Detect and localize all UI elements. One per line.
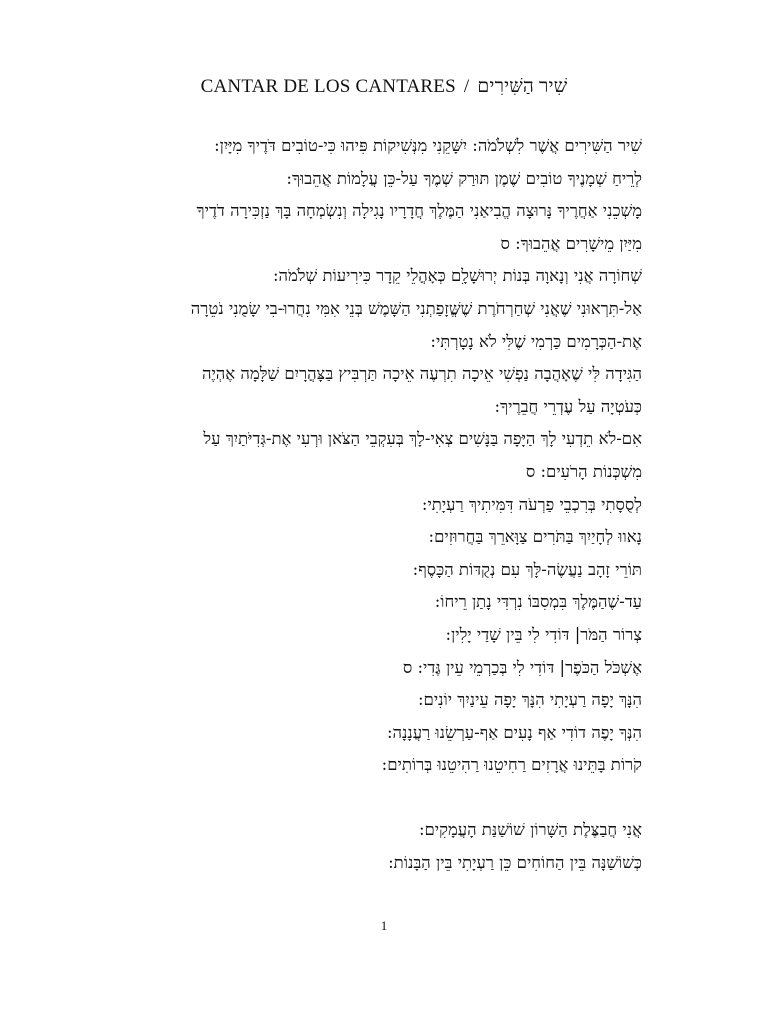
text-line: כְּשׁוֹשַׁנָּה בֵּין הַחוֹחִים כֵּן רַעְיָתִי בֵּין הַבָּנוֹת:: [388, 853, 642, 873]
text-line: שִׁיר הַשִּׁירִים אֲשֶׁר לִשְׁלֹמֹה: יִשָּׁקֵנִי מִנְּשִׁיקוֹת פִּיהוּ כִּי-טוֹבִים דֹּדֶיךָ מִיָּיִן:: [214, 136, 642, 155]
text-line: אֶת-הַכְּרָמִים כַּרְמִי שֶׁלִּי לֹא נָטָרְתִּי:: [430, 331, 642, 351]
title-hebrew: שִׁיר הַשִּׁירִים: [477, 76, 568, 97]
text-line: אִם-לֹא תֵדְעִי לָךְ הַיָּפָה בַּנָּשִׁים צְאִי-לָךְ בְּעִקְבֵי הַצֹּאן וּרְעִי אֶת-גְּדִיֹּתַיִךְ עַל: [203, 429, 642, 449]
blank-line: [130, 782, 642, 815]
text-line: קֹרוֹת בָּתֵּינוּ אֲרָזִים רַחִיטֵנוּ רַהִיטֵנוּ בְּרוֹתִים:: [381, 755, 642, 775]
text-line: מִשְׁכְּנוֹת הָרֹעִים: ס: [525, 461, 642, 481]
text-line: צְרוֹר הַמֹּר| דּוֹדִי לִי בֵּין שָׁדַי יָלִין:: [445, 624, 642, 644]
text-line: לְרֵיחַ שְׁמָנֶיךָ טוֹבִים שֶׁמֶן תּוּרַק שְׁמֶךָ עַל-כֵּן עֲלָמוֹת אֲהֵבוּךָ:: [286, 168, 642, 188]
title-latin: CANTAR DE LOS CANTARES: [200, 76, 456, 97]
text-line: אֶשְׁכֹּל הַכֹּפֶר| דּוֹדִי לִי בְּכַרְמֵי עֵין גֶּדִי: ס: [402, 657, 642, 677]
text-line: נָאווּ לְחָיַיִךְ בַּתֹּרִים צַוָּארֵךְ בַּחֲרוּזִים:: [428, 527, 642, 547]
page-number: 1: [380, 918, 388, 933]
text-line: הִנָּךְ יָפָה רַעְיָתִי הִנָּךְ יָפָה עֵינַיִךְ יוֹנִים:: [417, 690, 642, 710]
hebrew-text-body: [130, 130, 642, 880]
text-line: הַגִּידָה לִּי שֶׁאָהֲבָה נַפְשִׁי אֵיכָה תִרְעֶה אֵיכָה תַּרְבִּיץ בַּצָּהֳרָיִם שַׁלָּמָה אֶהְיֶה: [201, 364, 642, 384]
text-line: מָשְׁכֵנִי אַחֲרֶיךָ נָּרוּצָה הֱבִיאַנִי הַמֶּלֶךְ חֲדָרָיו נָגִילָה וְנִשְׂמְחָה בָּךְ נַזְכִּירָה דֹדֶיךָ: [196, 201, 642, 221]
text-line: מִיַּיִן מֵישָׁרִים אֲהֵבוּךָ: ס: [500, 233, 642, 253]
title-separator: /: [463, 76, 470, 97]
text-line: תּוֹרֵי זָהָב נַעֲשֶׂה-לָּךְ עִם נְקֻדּוֹת הַכָּסֶף:: [412, 559, 642, 579]
text-line: לְסֻסָתִי בְּרִכְבֵי פַרְעֹה דִּמִּיתִיךְ רַעְיָתִי:: [421, 494, 642, 514]
text-line: עַד-שֶׁהַמֶּלֶךְ בִּמְסִבּוֹ נִרְדִּי נָתַן רֵיחוֹ:: [434, 592, 642, 612]
text-line: כְּעֹטְיָה עַל עֶדְרֵי חֲבֵרֶיךָ:: [494, 396, 642, 416]
page-title: [0, 76, 768, 98]
text-line: אֲנִי חֲבַצֶּלֶת הַשָּׁרוֹן שׁוֹשַׁנַּת הָעֲמָקִים:: [418, 820, 642, 840]
text-line: שְׁחוֹרָה אֲנִי וְנָאוָה בְּנוֹת יְרוּשָׁלִָם כְּאָהֳלֵי קֵדָר כִּירִיעוֹת שְׁלֹמֹה:: [272, 266, 642, 286]
text-line: אַל-תִּרְאוּנִי שֶׁאֲנִי שְׁחַרְחֹרֶת שֶׁשֱּׁזָפַתְנִי הַשָּׁמֶשׁ בְּנֵי אִמִּי נִחֲרוּ-בִי שָׂמֻנִי נֹטֵרָה: [190, 298, 642, 318]
text-line: הִנְּךָ יָפֶה דוֹדִי אַף נָעִים אַף-עַרְשֵׂנוּ רַעֲנָנָה:: [386, 722, 642, 742]
